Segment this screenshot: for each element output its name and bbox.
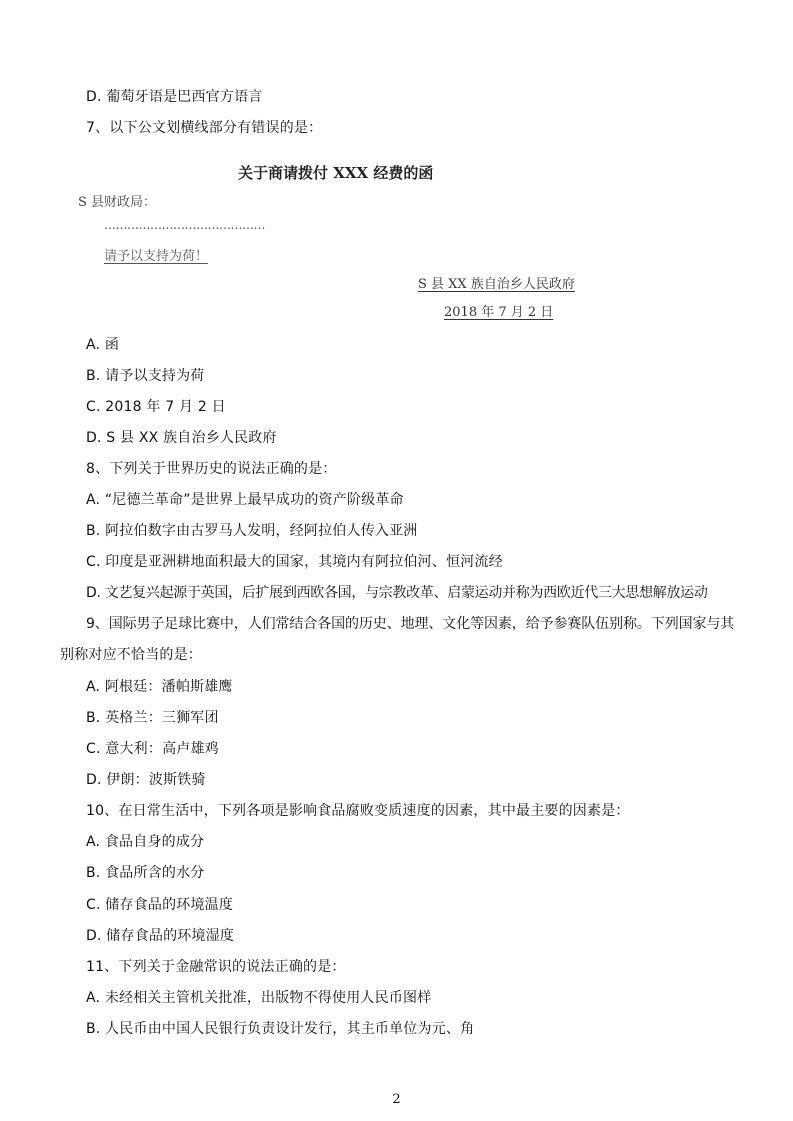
option-d-q9: D. 伊朗：波斯铁骑: [86, 772, 206, 788]
letter-title: 关于商请拨付 XXX 经费的函: [238, 164, 434, 182]
option-c-q8: C. 印度是亚洲耕地面积最大的国家，其境内有阿拉伯河、恒河流经: [86, 554, 503, 570]
option-d-q6: D. 葡萄牙语是巴西官方语言: [86, 89, 263, 105]
option-a-q9: A. 阿根廷：潘帕斯雄鹰: [86, 679, 233, 695]
option-d-q10: D. 储存食品的环境湿度: [86, 928, 235, 944]
option-b-q11: B. 人民币由中国人民银行负责设计发行，其主币单位为元、角: [86, 1021, 475, 1037]
option-a-q7: A. 函: [86, 337, 120, 353]
option-c-q7: C. 2018 年 7 月 2 日: [86, 399, 226, 415]
question-8-stem: 8、下列关于世界历史的说法正确的是：: [86, 461, 337, 477]
letter-sender: S 县 XX 族自治乡人民政府: [418, 277, 575, 292]
letter-closing: 请予以支持为荷！: [104, 249, 209, 264]
page-number: 2: [392, 1092, 401, 1107]
option-b-q7: B. 请予以支持为荷: [86, 368, 205, 384]
option-d-q8: D. 文艺复兴起源于英国，后扩展到西欧各国，与宗教改革、启蒙运动并称为西欧近代三大思想解放运动: [86, 585, 708, 601]
letter-recipient: S 县财政局：: [78, 195, 157, 210]
question-9-stem: 9、国际男子足球比赛中，人们常结合各国的历史、地理、文化等因素，给予参赛队伍别称。下列国家与其: [86, 616, 735, 632]
option-a-q11: A. 未经相关主管机关批准，出版物不得使用人民币图样: [86, 990, 432, 1006]
option-b-q8: B. 阿拉伯数字由古罗马人发明，经阿拉伯人传入亚洲: [86, 523, 418, 539]
option-a-q8: A. “尼德兰革命”是世界上最早成功的资产阶级革命: [86, 492, 404, 508]
question-10-stem: 10、在日常生活中，下列各项是影响食品腐败变质速度的因素，其中最主要的因素是：: [86, 803, 630, 819]
letter-body-dots: ……………………………………: [104, 218, 265, 232]
option-d-q7: D. S 县 XX 族自治乡人民政府: [86, 430, 277, 446]
option-b-q10: B. 食品所含的水分: [86, 865, 205, 881]
question-11-stem: 11、下列关于金融常识的说法正确的是：: [86, 959, 346, 975]
question-9-stem-cont: 别称对应不恰当的是：: [60, 647, 202, 663]
option-a-q10: A. 食品自身的成分: [86, 834, 205, 850]
option-c-q10: C. 储存食品的环境温度: [86, 897, 234, 913]
option-c-q9: C. 意大利：高卢雄鸡: [86, 741, 219, 757]
question-7-stem: 7、以下公文划横线部分有错误的是：: [86, 120, 323, 136]
option-b-q9: B. 英格兰：三狮军团: [86, 710, 219, 726]
letter-date: 2018 年 7 月 2 日: [444, 305, 554, 320]
official-letter-image: [70, 150, 630, 325]
